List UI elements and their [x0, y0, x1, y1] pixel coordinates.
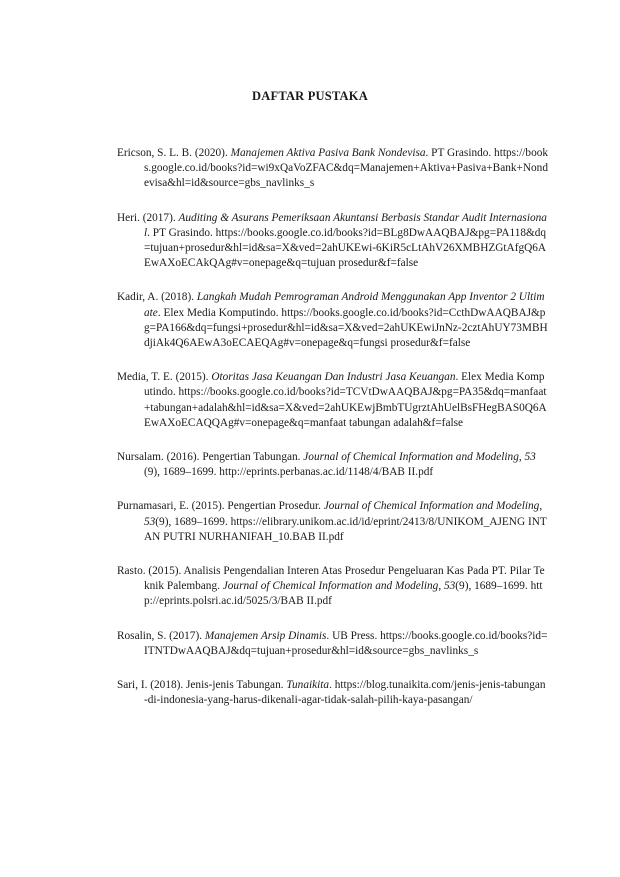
- reference-item: [117, 564, 549, 610]
- reference-volume: 53: [524, 451, 536, 464]
- reference-pages-url[interactable]: (9), 1689–1699. http://eprints.perbanas.ac.id/1148/4/BAB II.pdf: [144, 466, 434, 479]
- reference-title: Otoritas Jasa Keuangan Dan Industri Jasa Keuangan: [211, 371, 456, 384]
- reference-author-year: Rosalin, S. (2017).: [117, 629, 205, 642]
- reference-author-year: Rasto. (2015). Analisis Pengendalian Interen Atas Prosedur Pengeluaran Kas Pada PT. Pilar Teknik Palembang.: [117, 565, 545, 593]
- reference-pages-url[interactable]: (9), 1689–1699. http://eprints.polsri.ac.id/5025/3/BAB II.pdf: [144, 580, 543, 608]
- reference-title: Manajemen Aktiva Pasiva Bank Nondevisa: [230, 147, 426, 159]
- reference-site: Tunaikita: [286, 679, 330, 692]
- reference-separator: ,: [518, 451, 525, 464]
- reference-url[interactable]: . https://blog.tunaikita.com/jenis-jenis-tabungan-di-indonesia-yang-harus-dikenali-agar-tidak-salah-pilih-kaya-pasangan/: [144, 679, 546, 707]
- reference-author-year: Sari, I. (2018). Jenis-jenis Tabungan.: [117, 679, 287, 692]
- reference-author-year: Nursalam. (2016). Pengertian Tabungan.: [117, 451, 304, 464]
- reference-author-year: Media, T. E. (2015).: [117, 371, 212, 384]
- reference-journal: Journal of Chemical Information and Modeling: [222, 580, 439, 593]
- reference-item: [117, 629, 549, 659]
- reference-title: Langkah Mudah Pemrograman Android Menggunakan App Inventor 2 Ultimate: [144, 291, 545, 319]
- reference-separator: ,: [438, 580, 444, 593]
- reference-item: [117, 211, 549, 272]
- reference-publisher-url[interactable]: . Elex Media Komputindo. https://books.google.co.id/books?id=TCVtDwAAQBAJ&pg=PA35&dq=manfaat+tabungan+adalah&hl=id&sa=X&ved=2ahUKEwjBmbTUgrztAhUelBsFHegBAS0Q6AEwAXoECAQQAg#v=onepage&q=manfaat tabungan adalah&f=false: [144, 371, 547, 429]
- reference-item: [117, 499, 549, 545]
- reference-item: [117, 146, 549, 192]
- reference-item: [117, 450, 549, 480]
- page-title: DAFTAR PUSTAKA: [252, 89, 368, 103]
- reference-publisher-url[interactable]: . PT Grasindo. https://books.google.co.id/books?id=BLg8DwAAQBAJ&pg=PA118&dq=tujuan+prosedur&hl=id&sa=X&ved=2ahUKEwi-6KiR5cLtAhV26XMBHZGtAfgQ6AEwAXoECAkQAg#v=onepage&q=tujuan prosedur&f=false: [144, 226, 547, 270]
- reference-separator: ,: [539, 500, 543, 513]
- reference-pages-url[interactable]: (9), 1689–1699. https://elibrary.unikom.ac.id/id/eprint/2413/8/UNIKOM_AJENG INTAN PUTRI NURHANIFAH_10.BAB II.pdf: [144, 515, 547, 543]
- reference-volume: 53: [144, 515, 156, 528]
- reference-title: Manajemen Arsip Dinamis: [204, 629, 327, 642]
- reference-publisher-url[interactable]: . UB Press. https://books.google.co.id/books?id=ITNTDwAAQBAJ&dq=tujuan+prosedur&hl=id&source=gbs_navlinks_s: [144, 629, 548, 657]
- reference-title: Auditing & Asurans Pemeriksaan Akuntansi Berbasis Standar Audit Internasional: [144, 211, 547, 239]
- reference-publisher-url[interactable]: . PT Grasindo. https://books.google.co.id/books?id=wi9xQaVoZFAC&dq=Manajemen+Aktiva+Pasiva+Bank+Nondevisa&hl=id&source=gbs_navlinks_s: [144, 147, 549, 190]
- reference-author-year: Purnamasari, E. (2015). Pengertian Prosedur.: [117, 500, 324, 513]
- reference-item: [117, 290, 549, 351]
- reference-item: [117, 370, 549, 431]
- reference-list: [117, 146, 549, 727]
- reference-author-year: Kadir, A. (2018).: [117, 291, 197, 304]
- reference-publisher-url[interactable]: . Elex Media Komputindo. https://books.google.co.id/books?id=CcthDwAAQBAJ&pg=PA166&dq=fungsi+prosedur&hl=id&sa=X&ved=2ahUKEwiJnNz-2cztAhUY73MBHdjiAk4Q6AEwA3oECAEQAg#v=onepage&q=fungsi prosedur&f=false: [144, 306, 548, 350]
- reference-volume: 53: [443, 580, 456, 593]
- reference-item: [117, 678, 549, 708]
- reference-author-year: Heri. (2017).: [117, 211, 179, 224]
- reference-journal: Journal of Chemical Information and Modeling: [303, 451, 519, 464]
- reference-author-year: Ericson, S. L. B. (2020).: [117, 147, 231, 159]
- reference-journal: Journal of Chemical Information and Modeling: [323, 500, 540, 513]
